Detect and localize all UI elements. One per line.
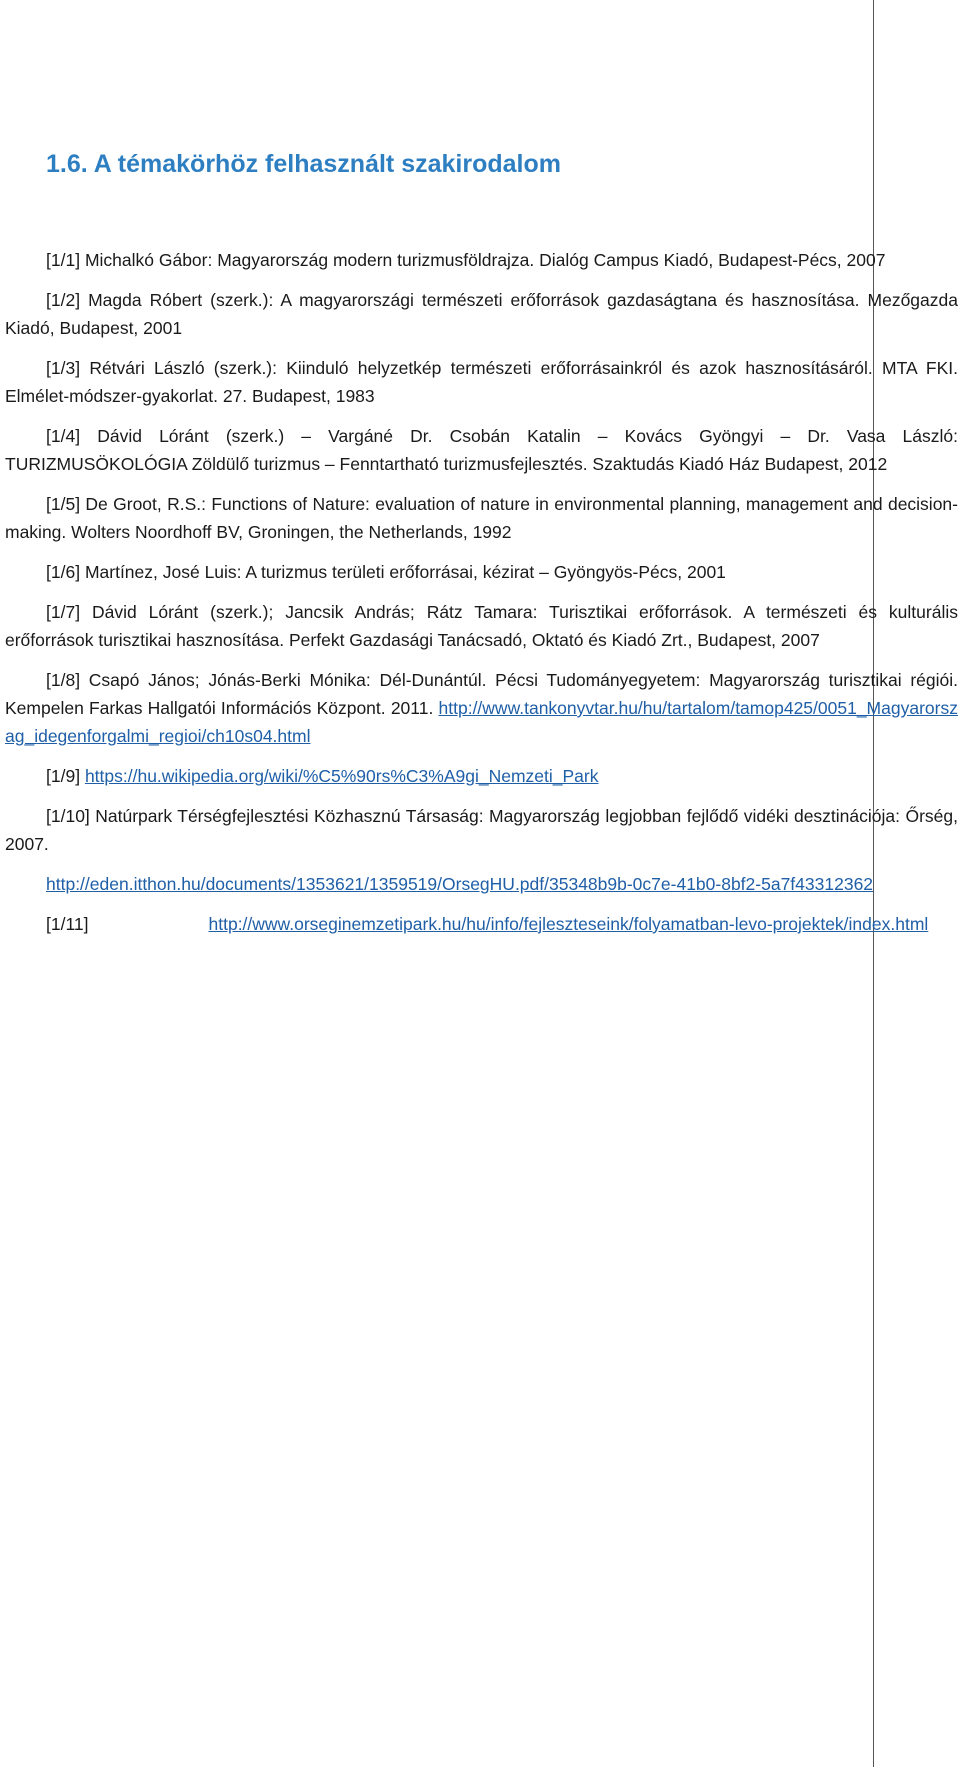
reference-item	[5, 422, 958, 478]
reference-number: [1/4]	[46, 426, 81, 446]
reference-text: Michalkó Gábor: Magyarország modern turizmusföldrajza. Dialóg Campus Kiadó, Budapest-Pécs, 2007	[84, 250, 886, 270]
reference-link[interactable]: http://www.tankonyvtar.hu/hu/tartalom/tamop425/0051_Magyarorszag_idegenforgalmi_regioi/ch10s04.html	[5, 698, 958, 746]
reference-number: [1/5]	[46, 494, 81, 514]
reference-number: [1/1]	[46, 250, 81, 270]
reference-item	[5, 802, 958, 858]
reference-item	[5, 598, 958, 654]
reference-number: [1/8]	[46, 670, 81, 690]
reference-text: Csapó János; Jónás-Berki Mónika: Dél-Dunántúl. Pécsi Tudományegyetem: Magyarország turisztikai régiói. Kempelen Farkas Hallgatói Információs Központ. 2011.	[5, 670, 958, 718]
reference-text: Magda Róbert (szerk.): A magyarországi természeti erőforrások gazdaságtana és hasznosítása. Mezőgazda Kiadó, Budapest, 2001	[5, 290, 958, 338]
reference-text: De Groot, R.S.: Functions of Nature: evaluation of nature in environmental planning, management and decision-making. Wolters Noordhoff BV, Groningen, the Netherlands, 1992	[5, 494, 958, 542]
reference-item	[5, 870, 958, 898]
reference-number: [1/6]	[46, 562, 81, 582]
reference-item	[5, 354, 958, 410]
section-heading: 1.6. A témakörhöz felhasznált szakirodalom	[46, 150, 561, 178]
reference-link[interactable]: http://eden.itthon.hu/documents/1353621/1359519/OrsegHU.pdf/35348b9b-0c7e-41b0-8bf2-5a7f43312362	[46, 874, 874, 894]
reference-text: Natúrpark Térségfejlesztési Közhasznú Társaság: Magyarország legjobban fejlődő vidéki desztinációja: Őrség, 2007.	[5, 806, 958, 854]
reference-text: Dávid Lóránt (szerk.) – Vargáné Dr. Csobán Katalin – Kovács Gyöngyi – Dr. Vasa László: TURIZMUSÖKOLÓGIA Zöldülő turizmus – Fenntartható turizmusfejlesztés. Szaktudás Kiadó Ház Budapest, 2012	[5, 426, 958, 474]
reference-text: Dávid Lóránt (szerk.); Jancsik András; Rátz Tamara: Turisztikai erőforrások. A természeti és kulturális erőforrások turisztikai hasznosítása. Perfekt Gazdasági Tanácsadó, Oktató és Kiadó Zrt., Budapest, 2007	[5, 602, 958, 650]
reference-link[interactable]: http://www.orseginemzetipark.hu/hu/info/fejleszteseink/folyamatban-levo-projektek/index.html	[208, 914, 929, 934]
reference-number: [1/3]	[46, 358, 81, 378]
reference-item	[5, 558, 958, 586]
reference-number: [1/11]	[46, 914, 89, 934]
reference-item	[5, 286, 958, 342]
reference-item	[5, 762, 958, 790]
reference-list	[5, 246, 958, 950]
reference-number: [1/2]	[46, 290, 81, 310]
reference-text: Martínez, José Luis: A turizmus területi erőforrásai, kézirat – Gyöngyös-Pécs, 2001	[84, 562, 726, 582]
reference-number: [1/10]	[46, 806, 90, 826]
reference-number: [1/9]	[46, 766, 81, 786]
reference-item	[5, 490, 958, 546]
reference-link[interactable]: https://hu.wikipedia.org/wiki/%C5%90rs%C3%A9gi_Nemzeti_Park	[84, 766, 599, 786]
reference-text: Rétvári László (szerk.): Kiinduló helyzetkép természeti erőforrásainkról és azok hasznosításáról. MTA FKI. Elmélet-módszer-gyakorlat. 27. Budapest, 1983	[5, 358, 958, 406]
reference-item	[5, 666, 958, 750]
reference-number: [1/7]	[46, 602, 81, 622]
reference-item	[5, 910, 958, 938]
reference-item	[5, 246, 958, 274]
